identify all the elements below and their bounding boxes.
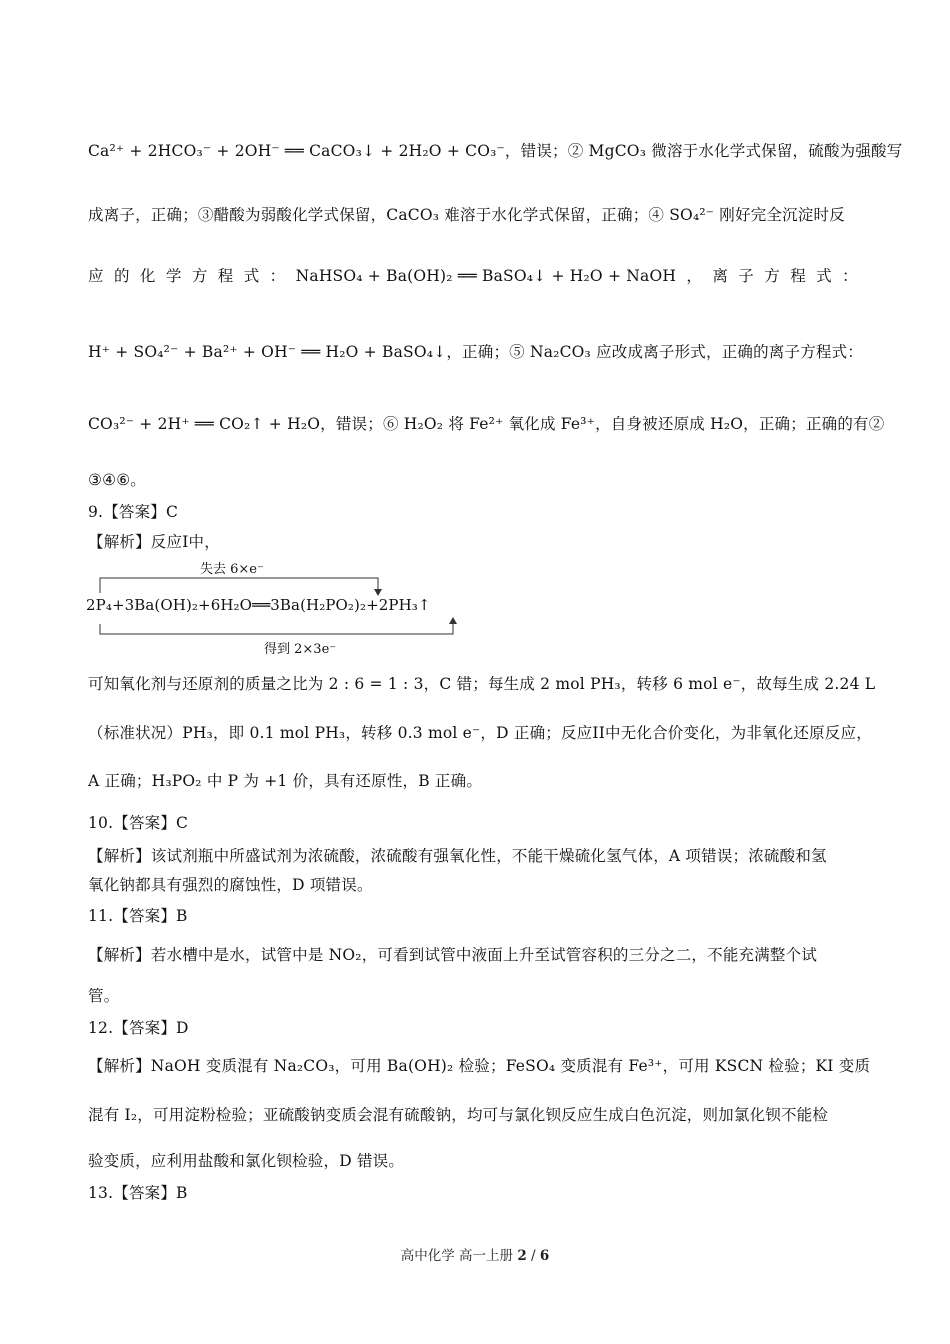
- text-line: 【解析】NaOH 变质混有 Na₂CO₃，可用 Ba(OH)₂ 检验；FeSO₄ 变质混有 Fe³⁺，可用 KSCN 检验；KI 变质: [88, 1057, 871, 1075]
- spread-char: 化: [139, 267, 156, 285]
- answer-heading: 10.【答案】C: [88, 814, 189, 832]
- spread-char: 离: [712, 267, 729, 285]
- spread-equation: NaHSO₄ + Ba(OH)₂ ══ BaSO₄↓ + H₂O + NaOH: [295, 267, 677, 285]
- text-line: H⁺ + SO₄²⁻ + Ba²⁺ + OH⁻ ══ H₂O + BaSO₄↓，正确；⑤ Na₂CO₃ 应改成离子形式，正确的离子方程式：: [88, 343, 863, 361]
- answer-heading: 12.【答案】D: [88, 1019, 189, 1037]
- spread-char: 方: [191, 267, 208, 285]
- text-line: 【解析】反应I中，: [88, 533, 220, 551]
- text-line: 【解析】该试剂瓶中所盛试剂为浓硫酸，浓硫酸有强氧化性，不能干燥硫化氢气体，A 项错误；浓硫酸和氢: [88, 847, 827, 865]
- page-number: 2: [517, 1248, 527, 1264]
- spread-char: ：: [269, 267, 286, 285]
- text-line: ③④⑥。: [88, 471, 146, 489]
- text-line: 验变质，应利用盐酸和氯化钡检验，D 错误。: [88, 1152, 405, 1170]
- text-line: 【解析】若水槽中是水，试管中是 NO₂，可看到试管中液面上升至试管容积的三分之二，不能充满整个试: [88, 946, 818, 964]
- text-line: 可知氧化剂与还原剂的质量之比为 2 : 6 = 1 : 3，C 错；每生成 2 mol PH₃，转移 6 mol e⁻，故每生成 2.24 L: [88, 675, 876, 693]
- spread-char: ：: [842, 267, 858, 285]
- text-line: Ca²⁺ + 2HCO₃⁻ + 2OH⁻ ══ CaCO₃↓ + 2H₂O + CO₃⁻，错误；② MgCO₃ 微溶于水化学式保留，硫酸为强酸写: [88, 142, 903, 160]
- gain-electrons-label: 得到 2×3e⁻: [264, 642, 337, 657]
- spread-char: 应: [88, 267, 104, 285]
- spread-char: 学: [165, 267, 182, 285]
- text-line: 管。: [88, 987, 120, 1005]
- spread-char: 程: [790, 267, 806, 285]
- spread-char: 方: [764, 267, 780, 285]
- text-line: 混有 I₂，可用淀粉检验；亚硫酸钠变质会混有硫酸钠，均可与氯化钡反应生成白色沉淀，则加氯化钡不能检: [88, 1106, 829, 1124]
- redox-diagram: [86, 556, 516, 658]
- spread-char: 式: [816, 267, 832, 285]
- lose-electrons-label: 失去 6×e⁻: [200, 562, 264, 577]
- answer-heading: 11.【答案】B: [88, 907, 188, 925]
- page-total: 6: [539, 1248, 550, 1264]
- spread-char: ，: [686, 267, 703, 285]
- spread-char: 子: [738, 267, 754, 285]
- page-footer: [0, 1244, 950, 1264]
- text-line-spread: [88, 264, 858, 288]
- text-line: CO₃²⁻ + 2H⁺ ══ CO₂↑ + H₂O，错误；⑥ H₂O₂ 将 Fe²⁺ 氧化成 Fe³⁺，自身被还原成 H₂O，正确；正确的有②: [88, 415, 885, 433]
- spread-char: 式: [243, 267, 260, 285]
- page-separator: /: [531, 1248, 536, 1264]
- spread-char: 的: [113, 267, 130, 285]
- answer-heading: 13.【答案】B: [88, 1184, 188, 1202]
- spread-char: 程: [217, 267, 234, 285]
- answer-heading: 9.【答案】C: [88, 503, 179, 521]
- footer-title: 高中化学 高一上册: [400, 1248, 514, 1264]
- reaction-equation: 2P₄+3Ba(OH)₂+6H₂O══3Ba(H₂PO₂)₂+2PH₃↑: [86, 596, 431, 614]
- text-line: （标准状况）PH₃，即 0.1 mol PH₃，转移 0.3 mol e⁻，D 正确；反应II中无化合价变化，为非氧化还原反应，: [88, 724, 872, 742]
- text-line: 成离子，正确；③醋酸为弱酸化学式保留，CaCO₃ 难溶于水化学式保留，正确；④ SO₄²⁻ 刚好完全沉淀时反: [88, 206, 845, 224]
- text-line: A 正确；H₃PO₂ 中 P 为 +1 价，具有还原性，B 正确。: [88, 772, 483, 790]
- text-line: 氧化钠都具有强烈的腐蚀性，D 项错误。: [88, 876, 373, 894]
